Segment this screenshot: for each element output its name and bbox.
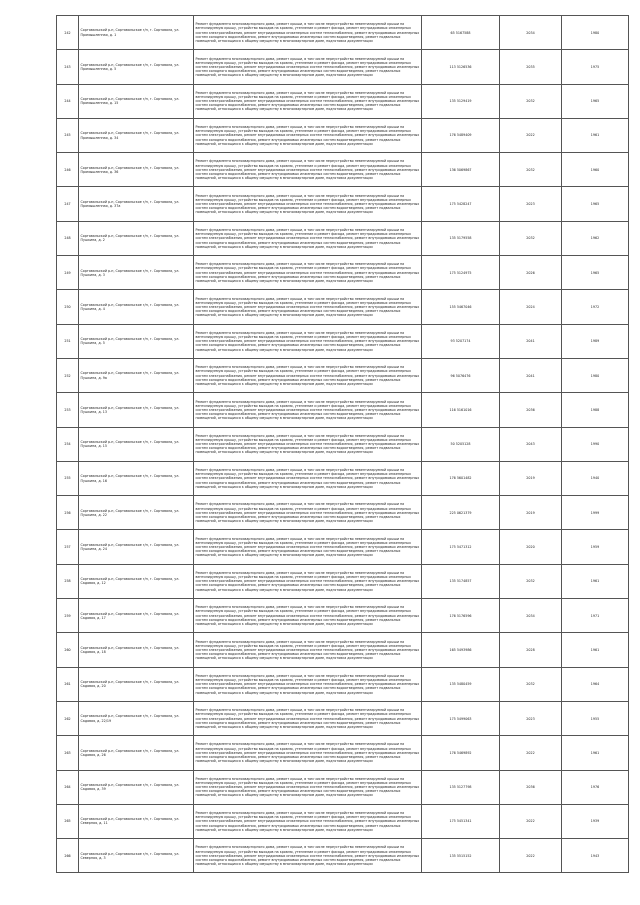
build-year-cell: 1955 (562, 701, 629, 735)
cost-cell: 176 5601482 (422, 461, 500, 495)
address-cell: Сортавальский р-н, Сортавальское г/п, г. Сортавала, ул. Пушкина, д. 3 (79, 256, 194, 290)
cost-cell: 165 5493986 (422, 633, 500, 667)
work-description-cell: Ремонт фундамента многоквартирного дома, ремонт крыши, в том числе переустройство невентилируемой крыши на вентилируемую крышу, устройство выходов на кровлю, утепление и ремонт фасада, ремонт внутридомовых инженерных систем электроснабжения, ремонт внутридомовых инженерных систем теплоснабжения, ремонт внутридомовых инженерных систем холодного водоснабжения, ремонт внутридомовых инженерных систем водоотведения, ремонт подвальных помещений, относящихся к общему имуществу в многоквартирном доме, подготовка документации (194, 530, 422, 564)
address-cell: Сортавальский р-н, Сортавальское г/п, г. Сортавала, ул. Промышленная, д. 15 (79, 84, 194, 118)
planned-year-cell: 2019 (500, 461, 562, 495)
planned-year-cell: 2032 (500, 221, 562, 255)
row-number-cell: 260 (57, 633, 79, 667)
address-cell: Сортавальский р-н, Сортавальское г/п, г. Сортавала, ул. Садовая, д. 17 (79, 599, 194, 633)
address-cell: Сортавальский р-н, Сортавальское г/п, г. Сортавала, ул. Садовая, д. 12 (79, 564, 194, 598)
table-row (57, 461, 629, 495)
planned-year-cell: 2032 (500, 564, 562, 598)
planned-year-cell: 2034 (500, 599, 562, 633)
row-number-cell: 266 (57, 839, 79, 873)
registry-body (57, 16, 629, 873)
build-year-cell: 1980 (562, 358, 629, 392)
work-description-cell: Ремонт фундамента многоквартирного дома, ремонт крыши, в том числе переустройство невентилируемой крыши на вентилируемую крышу, устройство выходов на кровлю, утепление и ремонт фасада, ремонт внутридомовых инженерных систем электроснабжения, ремонт внутридомовых инженерных систем теплоснабжения, ремонт внутридомовых инженерных систем холодного водоснабжения, ремонт внутридомовых инженерных систем водоотведения, ремонт подвальных помещений, относящихся к общему имуществу в многоквартирном доме, подготовка документации (194, 599, 422, 633)
planned-year-cell: 2023 (500, 701, 562, 735)
table-row (57, 701, 629, 735)
row-number-cell: 246 (57, 153, 79, 187)
build-year-cell: 1964 (562, 667, 629, 701)
build-year-cell: 1976 (562, 770, 629, 804)
cost-cell: 175 5451341 (422, 804, 500, 838)
cost-cell: 96 5076476 (422, 358, 500, 392)
build-year-cell: 1940 (562, 461, 629, 495)
work-description-cell: Ремонт фундамента многоквартирного дома, ремонт крыши, в том числе переустройство невентилируемой крыши на вентилируемую крышу, устройство выходов на кровлю, утепление и ремонт фасада, ремонт внутридомовых инженерных систем электроснабжения, ремонт внутридомовых инженерных систем теплоснабжения, ремонт внутридомовых инженерных систем холодного водоснабжения, ремонт внутридомовых инженерных систем водоотведения, ремонт подвальных помещений, относящихся к общему имуществу в многоквартирном доме, подготовка документации (194, 393, 422, 427)
address-cell: Сортавальский р-н, Сортавальское г/п, г. Сортавала, ул. Пушкина, д. 9а (79, 358, 194, 392)
row-number-cell: 264 (57, 770, 79, 804)
address-cell: Сортавальский р-н, Сортавальское г/п, г. Сортавала, ул. Садовая, д. 22/19 (79, 701, 194, 735)
work-description-cell: Ремонт фундамента многоквартирного дома, ремонт крыши, в том числе переустройство невентилируемой крыши на вентилируемую крышу, устройство выходов на кровлю, утепление и ремонт фасада, ремонт внутридомовых инженерных систем электроснабжения, ремонт внутридомовых инженерных систем теплоснабжения, ремонт внутридомовых инженерных систем холодного водоснабжения, ремонт внутридомовых инженерных систем водоотведения, ремонт подвальных помещений, относящихся к общему имуществу в многоквартирном доме, подготовка документации (194, 118, 422, 152)
table-row (57, 839, 629, 873)
table-row (57, 16, 629, 50)
cost-cell: 50 5205128 (422, 427, 500, 461)
row-number-cell: 242 (57, 16, 79, 50)
table-row (57, 393, 629, 427)
build-year-cell: 1980 (562, 16, 629, 50)
build-year-cell: 1961 (562, 633, 629, 667)
row-number-cell: 255 (57, 461, 79, 495)
cost-cell: 65 5167588 (422, 16, 500, 50)
table-row (57, 530, 629, 564)
work-description-cell: Ремонт фундамента многоквартирного дома, ремонт крыши, в том числе переустройство невентилируемой крыши на вентилируемую крышу, устройство выходов на кровлю, утепление и ремонт фасада, ремонт внутридомовых инженерных систем электроснабжения, ремонт внутридомовых инженерных систем теплоснабжения, ремонт внутридомовых инженерных систем холодного водоснабжения, ремонт внутридомовых инженерных систем водоотведения, ремонт подвальных помещений, относящихся к общему имуществу в многоквартирном доме, подготовка документации (194, 667, 422, 701)
address-cell: Сортавальский р-н, Сортавальское г/п, г. Сортавала, ул. Садовая, д. 20 (79, 667, 194, 701)
build-year-cell: 1961 (562, 564, 629, 598)
work-description-cell: Ремонт фундамента многоквартирного дома, ремонт крыши, в том числе переустройство невентилируемой крыши на вентилируемую крышу, устройство выходов на кровлю, утепление и ремонт фасада, ремонт внутридомовых инженерных систем электроснабжения, ремонт внутридомовых инженерных систем теплоснабжения, ремонт внутридомовых инженерных систем холодного водоснабжения, ремонт внутридомовых инженерных систем водоотведения, ремонт подвальных помещений, относящихся к общему имуществу в многоквартирном доме, подготовка документации (194, 839, 422, 873)
planned-year-cell: 2041 (500, 324, 562, 358)
table-row (57, 770, 629, 804)
planned-year-cell: 2020 (500, 530, 562, 564)
work-description-cell: Ремонт фундамента многоквартирного дома, ремонт крыши, в том числе переустройство невентилируемой крыши на вентилируемую крышу, устройство выходов на кровлю, утепление и ремонт фасада, ремонт внутридомовых инженерных систем электроснабжения, ремонт внутридомовых инженерных систем теплоснабжения, ремонт внутридомовых инженерных систем холодного водоснабжения, ремонт внутридомовых инженерных систем водоотведения, ремонт подвальных помещений, относящихся к общему имуществу в многоквартирном доме, подготовка документации (194, 358, 422, 392)
work-description-cell: Ремонт фундамента многоквартирного дома, ремонт крыши, в том числе переустройство невентилируемой крыши на вентилируемую крышу, устройство выходов на кровлю, утепление и ремонт фасада, ремонт внутридомовых инженерных систем электроснабжения, ремонт внутридомовых инженерных систем теплоснабжения, ремонт внутридомовых инженерных систем холодного водоснабжения, ремонт внутридомовых инженерных систем водоотведения, ремонт подвальных помещений, относящихся к общему имуществу в многоквартирном доме, подготовка документации (194, 496, 422, 530)
build-year-cell: 1988 (562, 393, 629, 427)
row-number-cell: 244 (57, 84, 79, 118)
row-number-cell: 265 (57, 804, 79, 838)
cost-cell: 175 5471312 (422, 530, 500, 564)
work-description-cell: Ремонт фундамента многоквартирного дома, ремонт крыши, в том числе переустройство невентилируемой крыши на вентилируемую крышу, устройство выходов на кровлю, утепление и ремонт фасада, ремонт внутридомовых инженерных систем электроснабжения, ремонт внутридомовых инженерных систем теплоснабжения, ремонт внутридомовых инженерных систем холодного водоснабжения, ремонт внутридомовых инженерных систем водоотведения, ремонт подвальных помещений, относящихся к общему имуществу в многоквартирном доме, подготовка документации (194, 324, 422, 358)
cost-cell: 176 5489409 (422, 118, 500, 152)
build-year-cell: 1962 (562, 221, 629, 255)
address-cell: Сортавальский р-н, Сортавальское г/п, г. Сортавала, ул. Садовая, д. 18 (79, 633, 194, 667)
cost-cell: 135 5515152 (422, 839, 500, 873)
table-row (57, 427, 629, 461)
planned-year-cell: 2032 (500, 153, 562, 187)
address-cell: Сортавальский р-н, Сортавальское г/п, г. Сортавала, ул. Садовая, д. 39 (79, 770, 194, 804)
row-number-cell: 247 (57, 187, 79, 221)
work-description-cell: Ремонт фундамента многоквартирного дома, ремонт крыши, в том числе переустройство невентилируемой крыши на вентилируемую крышу, устройство выходов на кровлю, утепление и ремонт фасада, ремонт внутридомовых инженерных систем электроснабжения, ремонт внутридомовых инженерных систем теплоснабжения, ремонт внутридомовых инженерных систем холодного водоснабжения, ремонт внутридомовых инженерных систем водоотведения, ремонт подвальных помещений, относящихся к общему имуществу в многоквартирном доме, подготовка документации (194, 804, 422, 838)
cost-cell: 175 5124975 (422, 256, 500, 290)
build-year-cell: 1990 (562, 427, 629, 461)
row-number-cell: 253 (57, 393, 79, 427)
cost-cell: 175 5499063 (422, 701, 500, 735)
planned-year-cell: 2041 (500, 358, 562, 392)
table-row (57, 324, 629, 358)
address-cell: Сортавальский р-н, Сортавальское г/п, г. Сортавала, ул. Пушкина, д. 16 (79, 461, 194, 495)
work-description-cell: Ремонт фундамента многоквартирного дома, ремонт крыши, в том числе переустройство невентилируемой крыши на вентилируемую крышу, устройство выходов на кровлю, утепление и ремонт фасада, ремонт внутридомовых инженерных систем электроснабжения, ремонт внутридомовых инженерных систем теплоснабжения, ремонт внутридомовых инженерных систем холодного водоснабжения, ремонт внутридомовых инженерных систем водоотведения, ремонт подвальных помещений, относящихся к общему имуществу в многоквартирном доме, подготовка документации (194, 770, 422, 804)
work-description-cell: Ремонт фундамента многоквартирного дома, ремонт крыши, в том числе переустройство невентилируемой крыши на вентилируемую крышу, устройство выходов на кровлю, утепление и ремонт фасада, ремонт внутридомовых инженерных систем электроснабжения, ремонт внутридомовых инженерных систем теплоснабжения, ремонт внутридомовых инженерных систем холодного водоснабжения, ремонт внутридомовых инженерных систем водоотведения, ремонт подвальных помещений, относящихся к общему имуществу в многоквартирном доме, подготовка документации (194, 84, 422, 118)
cost-cell: 135 5127798 (422, 770, 500, 804)
table-row (57, 221, 629, 255)
planned-year-cell: 2032 (500, 667, 562, 701)
cost-cell: 176 5176596 (422, 599, 500, 633)
address-cell: Сортавальский р-н, Сортавальское г/п, г. Сортавала, ул. Пушкина, д. 15 (79, 427, 194, 461)
table-row (57, 187, 629, 221)
address-cell: Сортавальский р-н, Сортавальское г/п, г. Сортавала, ул. Пушкина, д. 5 (79, 324, 194, 358)
address-cell: Сортавальский р-н, Сортавальское г/п, г. Сортавала, ул. Пушкина, д. 2 (79, 221, 194, 255)
table-row (57, 496, 629, 530)
build-year-cell: 1943 (562, 839, 629, 873)
work-description-cell: Ремонт фундамента многоквартирного дома, ремонт крыши, в том числе переустройство невентилируемой крыши на вентилируемую крышу, устройство выходов на кровлю, утепление и ремонт фасада, ремонт внутридомовых инженерных систем электроснабжения, ремонт внутридомовых инженерных систем теплоснабжения, ремонт внутридомовых инженерных систем холодного водоснабжения, ремонт внутридомовых инженерных систем водоотведения, ремонт подвальных помещений, относящихся к общему имуществу в многоквартирном доме, подготовка документации (194, 221, 422, 255)
table-row (57, 736, 629, 770)
planned-year-cell: 2043 (500, 427, 562, 461)
registry-table (56, 15, 629, 873)
work-description-cell: Ремонт фундамента многоквартирного дома, ремонт крыши, в том числе переустройство невентилируемой крыши на вентилируемую крышу, устройство выходов на кровлю, утепление и ремонт фасада, ремонт внутридомовых инженерных систем электроснабжения, ремонт внутридомовых инженерных систем теплоснабжения, ремонт внутридомовых инженерных систем холодного водоснабжения, ремонт внутридомовых инженерных систем водоотведения, ремонт подвальных помещений, относящихся к общему имуществу в многоквартирном доме, подготовка документации (194, 256, 422, 290)
planned-year-cell: 2019 (500, 496, 562, 530)
cost-cell: 176 5469892 (422, 736, 500, 770)
address-cell: Сортавальский р-н, Сортавальское г/п, г. Сортавала, ул. Северная, д. 11 (79, 804, 194, 838)
row-number-cell: 245 (57, 118, 79, 152)
cost-cell: 116 5161016 (422, 393, 500, 427)
table-row (57, 667, 629, 701)
build-year-cell: 1965 (562, 256, 629, 290)
cost-cell: 155 5467046 (422, 290, 500, 324)
cost-cell: 175 5428247 (422, 187, 500, 221)
table-row (57, 358, 629, 392)
build-year-cell: 1961 (562, 118, 629, 152)
table-row (57, 290, 629, 324)
build-year-cell: 1989 (562, 324, 629, 358)
cost-cell: 135 5174857 (422, 564, 500, 598)
table-row (57, 84, 629, 118)
planned-year-cell: 2035 (500, 50, 562, 84)
work-description-cell: Ремонт фундамента многоквартирного дома, ремонт крыши, в том числе переустройство невентилируемой крыши на вентилируемую крышу, устройство выходов на кровлю, утепление и ремонт фасада, ремонт внутридомовых инженерных систем электроснабжения, ремонт внутридомовых инженерных систем теплоснабжения, ремонт внутридомовых инженерных систем холодного водоснабжения, ремонт внутридомовых инженерных систем водоотведения, ремонт подвальных помещений, относящихся к общему имуществу в многоквартирном доме, подготовка документации (194, 50, 422, 84)
row-number-cell: 254 (57, 427, 79, 461)
table-row (57, 633, 629, 667)
row-number-cell: 257 (57, 530, 79, 564)
build-year-cell: 1965 (562, 187, 629, 221)
build-year-cell: 1999 (562, 496, 629, 530)
planned-year-cell: 2022 (500, 804, 562, 838)
planned-year-cell: 2022 (500, 839, 562, 873)
cost-cell: 136 5069867 (422, 153, 500, 187)
row-number-cell: 259 (57, 599, 79, 633)
build-year-cell: 1961 (562, 736, 629, 770)
address-cell: Сортавальский р-н, Сортавальское г/п, г. Сортавала, ул. Пушкина, д. 4 (79, 290, 194, 324)
cost-cell: 93 5207174 (422, 324, 500, 358)
planned-year-cell: 2032 (500, 84, 562, 118)
planned-year-cell: 2034 (500, 16, 562, 50)
address-cell: Сортавальский р-н, Сортавальское г/п, г. Сортавала, ул. Промышленная, д. 34 (79, 118, 194, 152)
work-description-cell: Ремонт фундамента многоквартирного дома, ремонт крыши, в том числе переустройство невентилируемой крыши на вентилируемую крышу, устройство выходов на кровлю, утепление и ремонт фасада, ремонт внутридомовых инженерных систем электроснабжения, ремонт внутридомовых инженерных систем теплоснабжения, ремонт внутридомовых инженерных систем холодного водоснабжения, ремонт внутридомовых инженерных систем водоотведения, ремонт подвальных помещений, относящихся к общему имуществу в многоквартирном доме, подготовка документации (194, 461, 422, 495)
work-description-cell: Ремонт фундамента многоквартирного дома, ремонт крыши, в том числе переустройство невентилируемой крыши на вентилируемую крышу, устройство выходов на кровлю, утепление и ремонт фасада, ремонт внутридомовых инженерных систем электроснабжения, ремонт внутридомовых инженерных систем теплоснабжения, ремонт внутридомовых инженерных систем холодного водоснабжения, ремонт внутридомовых инженерных систем водоотведения, ремонт подвальных помещений, относящихся к общему имуществу в многоквартирном доме, подготовка документации (194, 290, 422, 324)
cost-cell: 113 5126536 (422, 50, 500, 84)
row-number-cell: 250 (57, 290, 79, 324)
table-row (57, 50, 629, 84)
address-cell: Сортавальский р-н, Сортавальское г/п, г. Сортавала, ул. Промышленная, д. 5 (79, 50, 194, 84)
planned-year-cell: 2022 (500, 118, 562, 152)
row-number-cell: 263 (57, 736, 79, 770)
work-description-cell: Ремонт фундамента многоквартирного дома, ремонт крыши, в том числе переустройство невентилируемой крыши на вентилируемую крышу, устройство выходов на кровлю, утепление и ремонт фасада, ремонт внутридомовых инженерных систем электроснабжения, ремонт внутридомовых инженерных систем теплоснабжения, ремонт внутридомовых инженерных систем холодного водоснабжения, ремонт внутридомовых инженерных систем водоотведения, ремонт подвальных помещений, относящихся к общему имуществу в многоквартирном доме, подготовка документации (194, 187, 422, 221)
build-year-cell: 1972 (562, 290, 629, 324)
table-row (57, 599, 629, 633)
address-cell: Сортавальский р-н, Сортавальское г/п, г. Сортавала, ул. Садовая, д. 26 (79, 736, 194, 770)
work-description-cell: Ремонт фундамента многоквартирного дома, ремонт крыши, в том числе переустройство невентилируемой крыши на вентилируемую крышу, устройство выходов на кровлю, утепление и ремонт фасада, ремонт внутридомовых инженерных систем электроснабжения, ремонт внутридомовых инженерных систем теплоснабжения, ремонт внутридомовых инженерных систем холодного водоснабжения, ремонт внутридомовых инженерных систем водоотведения, ремонт подвальных помещений, относящихся к общему имуществу в многоквартирном доме, подготовка документации (194, 736, 422, 770)
work-description-cell: Ремонт фундамента многоквартирного дома, ремонт крыши, в том числе переустройство невентилируемой крыши на вентилируемую крышу, устройство выходов на кровлю, утепление и ремонт фасада, ремонт внутридомовых инженерных систем электроснабжения, ремонт внутридомовых инженерных систем теплоснабжения, ремонт внутридомовых инженерных систем холодного водоснабжения, ремонт внутридомовых инженерных систем водоотведения, ремонт подвальных помещений, относящихся к общему имуществу в многоквартирном доме, подготовка документации (194, 427, 422, 461)
table-row (57, 804, 629, 838)
table-row (57, 118, 629, 152)
row-number-cell: 249 (57, 256, 79, 290)
build-year-cell: 1971 (562, 599, 629, 633)
work-description-cell: Ремонт фундамента многоквартирного дома, ремонт крыши, в том числе переустройство невентилируемой крыши на вентилируемую крышу, устройство выходов на кровлю, утепление и ремонт фасада, ремонт внутридомовых инженерных систем электроснабжения, ремонт внутридомовых инженерных систем теплоснабжения, ремонт внутридомовых инженерных систем холодного водоснабжения, ремонт внутридомовых инженерных систем водоотведения, ремонт подвальных помещений, относящихся к общему имуществу в многоквартирном доме, подготовка документации (194, 153, 422, 187)
table-row (57, 153, 629, 187)
planned-year-cell: 2022 (500, 736, 562, 770)
table-row (57, 256, 629, 290)
build-year-cell: 1960 (562, 153, 629, 187)
address-cell: Сортавальский р-н, Сортавальское г/п, г. Сортавала, ул. Промышленная, д. 37а (79, 187, 194, 221)
address-cell: Сортавальский р-н, Сортавальское г/п, г. Сортавала, ул. Северная, д. 3 (79, 839, 194, 873)
row-number-cell: 261 (57, 667, 79, 701)
work-description-cell: Ремонт фундамента многоквартирного дома, ремонт крыши, в том числе переустройство невентилируемой крыши на вентилируемую крышу, устройство выходов на кровлю, утепление и ремонт фасада, ремонт внутридомовых инженерных систем электроснабжения, ремонт внутридомовых инженерных систем теплоснабжения, ремонт внутридомовых инженерных систем холодного водоснабжения, ремонт внутридомовых инженерных систем водоотведения, ремонт подвальных помещений, относящихся к общему имуществу в многоквартирном доме, подготовка документации (194, 16, 422, 50)
cost-cell: 135 5129419 (422, 84, 500, 118)
work-description-cell: Ремонт фундамента многоквартирного дома, ремонт крыши, в том числе переустройство невентилируемой крыши на вентилируемую крышу, устройство выходов на кровлю, утепление и ремонт фасада, ремонт внутридомовых инженерных систем электроснабжения, ремонт внутридомовых инженерных систем теплоснабжения, ремонт внутридомовых инженерных систем холодного водоснабжения, ремонт внутридомовых инженерных систем водоотведения, ремонт подвальных помещений, относящихся к общему имуществу в многоквартирном доме, подготовка документации (194, 564, 422, 598)
work-description-cell: Ремонт фундамента многоквартирного дома, ремонт крыши, в том числе переустройство невентилируемой крыши на вентилируемую крышу, устройство выходов на кровлю, утепление и ремонт фасада, ремонт внутридомовых инженерных систем электроснабжения, ремонт внутридомовых инженерных систем теплоснабжения, ремонт внутридомовых инженерных систем холодного водоснабжения, ремонт внутридомовых инженерных систем водоотведения, ремонт подвальных помещений, относящихся к общему имуществу в многоквартирном доме, подготовка документации (194, 633, 422, 667)
row-number-cell: 258 (57, 564, 79, 598)
work-description-cell: Ремонт фундамента многоквартирного дома, ремонт крыши, в том числе переустройство невентилируемой крыши на вентилируемую крышу, устройство выходов на кровлю, утепление и ремонт фасада, ремонт внутридомовых инженерных систем электроснабжения, ремонт внутридомовых инженерных систем теплоснабжения, ремонт внутридомовых инженерных систем холодного водоснабжения, ремонт внутридомовых инженерных систем водоотведения, ремонт подвальных помещений, относящихся к общему имуществу в многоквартирном доме, подготовка документации (194, 701, 422, 735)
table-row (57, 564, 629, 598)
planned-year-cell: 2023 (500, 187, 562, 221)
address-cell: Сортавальский р-н, Сортавальское г/п, г. Сортавала, ул. Промышленная, д. 36 (79, 153, 194, 187)
cost-cell: 135 5179558 (422, 221, 500, 255)
planned-year-cell: 2036 (500, 393, 562, 427)
address-cell: Сортавальский р-н, Сортавальское г/п, г. Сортавала, ул. Промышленная, д. 1 (79, 16, 194, 50)
address-cell: Сортавальский р-н, Сортавальское г/п, г. Сортавала, ул. Пушкина, д. 13 (79, 393, 194, 427)
row-number-cell: 251 (57, 324, 79, 358)
planned-year-cell: 2026 (500, 256, 562, 290)
address-cell: Сортавальский р-н, Сортавальское г/п, г. Сортавала, ул. Пушкина, д. 24 (79, 530, 194, 564)
planned-year-cell: 2036 (500, 770, 562, 804)
row-number-cell: 252 (57, 358, 79, 392)
address-cell: Сортавальский р-н, Сортавальское г/п, г. Сортавала, ул. Пушкина, д. 22 (79, 496, 194, 530)
row-number-cell: 248 (57, 221, 79, 255)
build-year-cell: 1959 (562, 530, 629, 564)
row-number-cell: 243 (57, 50, 79, 84)
row-number-cell: 256 (57, 496, 79, 530)
cost-cell: 135 5480459 (422, 667, 500, 701)
planned-year-cell: 2024 (500, 290, 562, 324)
build-year-cell: 1975 (562, 50, 629, 84)
cost-cell: 225 0621379 (422, 496, 500, 530)
build-year-cell: 1939 (562, 804, 629, 838)
row-number-cell: 262 (57, 701, 79, 735)
planned-year-cell: 2028 (500, 633, 562, 667)
build-year-cell: 1965 (562, 84, 629, 118)
